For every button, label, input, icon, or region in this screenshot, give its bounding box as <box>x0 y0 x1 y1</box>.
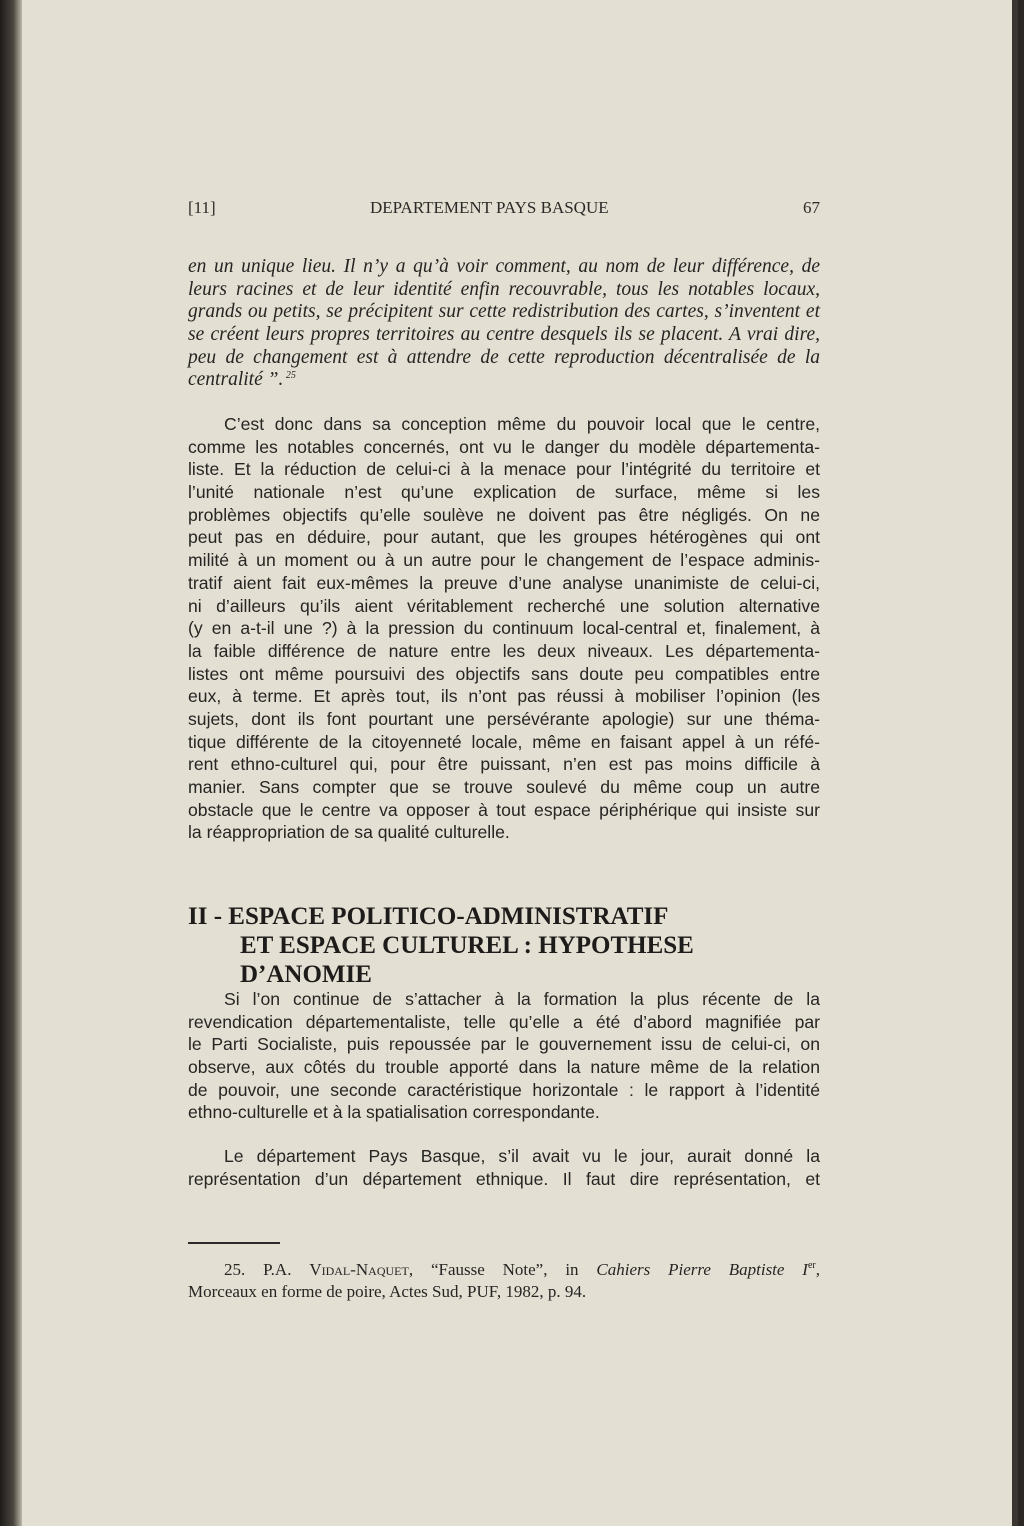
text-line: tique différente de la citoyenneté locale, même en faisant appel à un réfé- <box>188 731 820 752</box>
footnote-line-1: 25. P.A. Vidal-Naquet, “Fausse Note”, in Cahiers Pierre Baptiste Ier, <box>224 1260 820 1279</box>
footnote-line-2: Morceaux en forme de poire, Actes Sud, PUF, 1982, p. 94. <box>188 1282 587 1301</box>
text-line: centralité ”. $^{25}$ <box>188 369 296 391</box>
quote-block <box>188 256 820 392</box>
text-line: se créent leurs propres territoires au centre desquels ils se placent. A vrai dire, <box>188 324 820 346</box>
footnote-title: , “Fausse Note”, in <box>408 1260 597 1279</box>
text-line: manier. Sans compter que se trouve soulevé du même coup un autre <box>188 777 820 797</box>
header-title: DEPARTEMENT PAYS BASQUE <box>370 198 609 217</box>
text-line: leurs racines et de leur identité enfin recouvrable, tous les notables locaux, <box>188 278 820 300</box>
running-header <box>188 198 820 222</box>
text-line: peut pas en déduire, pour autant, que les groupes hétérogènes qui ont <box>188 527 820 548</box>
text-line: observe, aux côtés du trouble apporté dans la nature même de la relation <box>188 1057 820 1078</box>
text-line: Le département Pays Basque, s’il avait vu le jour, aurait donné la <box>224 1146 820 1166</box>
text-line: problèmes objectifs qu’elle soulève ne doivent pas être négligés. On ne <box>188 504 820 525</box>
text-line: liste. Et la réduction de celui-ci à la menace pour l’intégrité du territoire et <box>188 459 820 480</box>
text-line: en un unique lieu. Il n’y a qu’à voir comment, au nom de leur différence, de <box>188 256 820 277</box>
text-line: l’unité nationale n’est qu’une explication de surface, même si les <box>188 482 820 503</box>
section-heading-line-1: II - ESPACE POLITICO-ADMINISTRATIF <box>188 903 669 930</box>
text-line: listes ont même poursuivi des objectifs sans doute peu compatibles entre <box>188 663 820 684</box>
section-heading-line-2: ET ESPACE CULTUREL : HYPOTHESE D’ANOMIE <box>240 932 694 988</box>
footnote-author: Vidal-Naquet <box>309 1260 409 1279</box>
text-line: (y en a-t-il une ?) à la pression du continuum local-central et, finalement, à <box>188 618 820 639</box>
text-line: Si l’on continue de s’attacher à la formation la plus récente de la <box>224 989 820 1009</box>
text-line: la réappropriation de sa qualité culturelle. <box>188 822 510 843</box>
text-line: C’est donc dans sa conception même du pouvoir local que le centre, <box>224 414 820 434</box>
book-spine <box>0 0 22 1526</box>
text-line: représentation d’un département ethnique. Il faut dire représentation, et <box>188 1168 820 1189</box>
footnote-rule <box>188 1242 280 1244</box>
paragraph-3 <box>188 1145 820 1190</box>
footnote <box>188 1259 820 1303</box>
text-line: rent ethno-culturel qui, pour être puissant, n’en est pas moins difficile à <box>188 754 820 775</box>
text-line: tratif aient fait eux-mêmes la preuve d’une analyse unanimiste de celui-ci, <box>188 572 820 593</box>
text-line: eux, à terme. Et après tout, ils n’ont pas réussi à mobiliser l’opinion (les <box>188 686 820 707</box>
text-line: revendication départementaliste, telle qu’elle a été d’abord magnifiée par <box>188 1011 820 1032</box>
footnote-number: 25. P.A. <box>224 1260 292 1279</box>
text-line: obstacle que le centre va opposer à tout espace périphérique qui insiste sur <box>188 799 820 820</box>
text-line: le Parti Socialiste, puis repoussée par le gouvernement issu de celui-ci, on <box>188 1034 820 1055</box>
section-heading <box>188 902 828 989</box>
footnote-reference[interactable]: 25 <box>283 370 296 382</box>
page-edge <box>1012 0 1018 1526</box>
text-line: ethno-culturelle et à la spatialisation correspondante. <box>188 1102 600 1123</box>
text-line: la faible différence de nature entre les deux niveaux. Les départementa- <box>188 640 820 661</box>
text-line: grands ou petits, se précipitent sur cette redistribution des cartes, s’inventent et <box>188 301 820 323</box>
header-section-number: [11] <box>188 198 216 217</box>
text-line: comme les notables concernés, ont vu le danger du modèle départementa- <box>188 436 820 457</box>
text-line: de pouvoir, une seconde caractéristique horizontale : le rapport à l’identité <box>188 1079 820 1100</box>
paragraph-1 <box>188 413 820 844</box>
text-line: sujets, dont ils font pourtant une persévérante apologie) sur une théma- <box>188 708 820 729</box>
text-line: ni d’ailleurs qu’ils aient véritablement recherché une solution alternative <box>188 595 820 616</box>
footnote-sup: er <box>807 1260 816 1271</box>
page-number: 67 <box>803 198 820 217</box>
paragraph-2 <box>188 988 820 1124</box>
text-line: peu de changement est à attendre de cette reproduction décentralisée de la <box>188 346 820 368</box>
text-line: milité à un moment ou à un autre pour le changement de l’espace adminis- <box>188 550 820 571</box>
footnote-work: Cahiers Pierre Baptiste I <box>596 1260 808 1279</box>
